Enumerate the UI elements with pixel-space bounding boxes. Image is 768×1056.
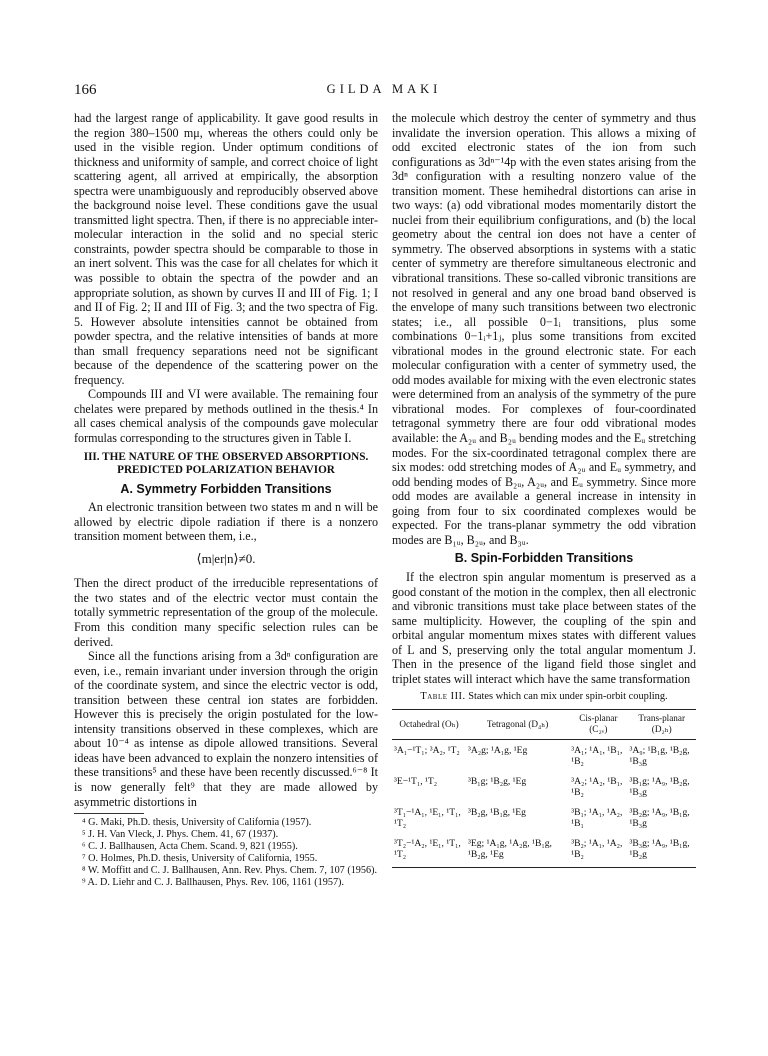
footnote: ⁶ C. J. Ballhausen, Acta Chem. Scand. 9, 821 (1955). — [82, 841, 298, 853]
footnote: ⁸ W. Moffitt and C. J. Ballhausen, Ann. Rev. Phys. Chem. 7, 107 (1956). — [82, 865, 378, 877]
column-header: Octahedral (Oₕ) — [392, 709, 466, 739]
table-header-row — [392, 709, 696, 739]
table-iii — [392, 709, 696, 868]
table-row — [392, 802, 696, 833]
table-row — [392, 833, 696, 868]
paragraph: had the largest range of applicability. It gave good results in the region 380–1500 mμ, whereas the others could only be used in the visible region. Under optimum conditions of thickness and uniformity of sample, and correct choice of light scattering agent, all arrived at empirically, the absorption spectra were unambiguously and reproducibly observed above the background noise level. These conditions gave the usual transmitted light spectra. Then, if there is no appreciable inter-molecular interaction in the solid and no special steric constraints, powder spectra should be comparable to those in an inert solvent. This was the case for all chelates for which it was possible to obtain the spectra of the powder and an appropriate solution, as shown by curves II and III of Fig. 1; I and II of Fig. 2; II and III of Fig. 3; and the two spectra of Fig. 5. However absolute intensities cannot be obtained from powder spectra, and the relative intensities of bands at more than small frequency separations need not be significant because of the dependence of the scattering power on the frequency. — [74, 111, 378, 387]
footnote: ⁴ G. Maki, Ph.D. thesis, University of California (1957). — [82, 817, 312, 829]
subsection-heading: A. Symmetry Forbidden Transitions — [120, 481, 332, 496]
running-head: GILDA MAKI — [326, 82, 442, 96]
right-column — [392, 111, 696, 868]
table-cell: ³B₂g, ¹B₁g, ¹Eg — [467, 806, 526, 818]
paragraph: If the electron spin angular momentum is preserved as a good constant of the motion in the complex, then all electronic and vibronic transitions must take place between states of the same multiplicity. However, the coupling of the spin and orbital angular momentum mixes states with different values of L and S, preserving only the total angular momentum J. Then in the presence of the ligand field those singlet and triplet states will interact which have the same transformation — [392, 569, 696, 686]
table-cell: ³T₂−¹A₂, ¹E₁, ¹T₁, ¹T₂ — [392, 833, 466, 868]
table-row — [392, 771, 696, 802]
column-header: Cis-planar (C₂ᵥ) — [569, 709, 627, 739]
table-cell: ³E−¹T₁, ¹T₂ — [394, 775, 438, 787]
page-header — [74, 82, 694, 102]
footnote: ⁹ A. D. Liehr and C. J. Ballhausen, Phys. Rev. 106, 1161 (1957). — [82, 877, 344, 889]
column-header: Trans-planar (D₂ₕ) — [627, 709, 696, 739]
table-caption-text: States which can mix under spin-orbit coupling. — [468, 691, 668, 703]
paragraph: Then the direct product of the irreducible representations of the two states and of the electric vector must contain the totally symmetric representation of the group of the molecule. From this condition many specific selection rules can be derived. — [74, 576, 378, 649]
table-cell: ³A₁; ¹A₁, ¹B₁, ¹B₂ — [571, 744, 623, 768]
footnote: ⁵ J. H. Van Vleck, J. Phys. Chem. 41, 67 (1937). — [82, 829, 279, 841]
equation: ⟨m|er|n⟩≠0. — [196, 550, 256, 566]
page-number: 166 — [74, 82, 97, 98]
left-column — [74, 111, 378, 889]
paragraph: Since all the functions arising from a 3dⁿ configuration are even, i.e., remain invariant under inversion through the origin of the coordinate system, and since the electric vector is odd, transition between these central ion states are forbidden. However this is precisely the origin postulated for the low-intensity transitions observed in these complexes, which are about 10⁻⁴ as intense as dipole allowed transitions. Several ideas have been advanced to explain the nonzero intensities of these transitions⁵ and these have been recently discussed.⁶⁻⁸ It is now generally felt⁹ that they are made allowed by asymmetric distortions in — [74, 649, 378, 809]
table-cell: ³B₂g; ¹A₉, ¹B₁g, ¹B₃g — [629, 806, 690, 830]
table-cell: ³A₂g; ¹A₁g, ¹Eg — [467, 744, 528, 756]
table-cell: ³B₁g; ¹B₂g, ¹Eg — [467, 775, 527, 787]
table-cell: ³B₁g; ¹A₉, ¹B₂g, ¹B₃g — [629, 775, 690, 799]
table-cell: ³B₃g; ¹A₉, ¹B₁g, ¹B₂g — [627, 833, 696, 868]
paragraph: the molecule which destroy the center of symmetry and thus invalidate the inversion operation. This allows a mixing of odd excited electronic states of the ion from such configurations as 3dⁿ⁻¹4p with the even states arising from the 3dⁿ configuration with a resulting nonzero value of the transition moment. These hemihedral distortions can arise in two ways: (a) odd vibrational modes momentarily distort the nuclei from their equilibrium configurations, and (b) the local geometry about the central ion does not have a center of symmetry. The observed absorptions in systems with a static center of symmetry are therefore simultaneous electronic and vibrational transitions. These so-called vibronic transitions are not resolved in general and any one broad band observed is the envelope of many such transitions between two electronic states; i.e., all possible 0−1ᵢ transitions, plus some combinations 0−1ᵢ+1ⱼ, plus some transitions from excited vibrational modes in the ground electronic state. For each molecular configuration with a center of symmetry used, the odd modes available for mixing with the even electronic states were determined from an analysis of the symmetry of the pure vibrational modes. For complexes of four-coordinated tetragonal symmetry there are four odd vibrational modes available: the A₂ᵤ and B₂ᵤ bending modes and the Eᵤ stretching modes. For the six-coordinated tetragonal complex there are six modes: odd stretching modes of A₂ᵤ and Eᵤ symmetry, and odd bending modes of B₂ᵤ, A₂ᵤ, and Eᵤ symmetry. Since more odd modes are available a general increase in intensity in going from four to six coordinated complexes would be expected. For the trans-planar symmetry the odd vibration modes are B₁ᵤ, B₂ᵤ, and B₃ᵤ. — [392, 111, 696, 547]
table-cell: ³A₂; ¹A₂, ¹B₁, ¹B₂ — [571, 775, 623, 799]
table-label: Table III. — [420, 691, 466, 703]
table-row — [392, 739, 696, 771]
table-cell: ³A₉; ¹B₁g, ¹B₂g, ¹B₃g — [629, 744, 690, 768]
table-cell: ³B₂; ¹A₁, ¹A₂, ¹B₂ — [569, 833, 627, 868]
table-cell: ³T₁−¹A₁, ¹E₁, ¹T₁, ¹T₂ — [394, 806, 461, 830]
paragraph: An electronic transition between two states m and n will be allowed by electric dipole radiation if there is a nonzero transition moment between them, i.e., — [74, 500, 378, 544]
column-header: Tetragonal (D₄ₕ) — [466, 709, 569, 739]
subsection-heading: B. Spin-Forbidden Transitions — [454, 551, 634, 566]
table-cell: ³Eg; ¹A₁g, ¹A₂g, ¹B₁g, ¹B₂g, ¹Eg — [466, 833, 569, 868]
footnote-rule — [74, 813, 144, 814]
table-caption — [392, 690, 696, 705]
footnote: ⁷ O. Holmes, Ph.D. thesis, University of California, 1955. — [82, 853, 318, 865]
table-cell: ³A₁−¹T₁; ³A₂, ¹T₂ — [394, 744, 460, 756]
paragraph: Compounds III and VI were available. The remaining four chelates were prepared by methods outlined in the thesis.⁴ In all cases chemical analysis of the compounds gave molecular formulas corresponding to the structures given in Table I. — [74, 387, 378, 446]
section-heading: III. THE NATURE OF THE OBSERVED ABSORPTIONS. PREDICTED POLARIZATION BEHAVIOR — [83, 450, 369, 477]
table-cell: ³B₁; ¹A₁, ¹A₂, ¹B₁ — [571, 806, 623, 830]
